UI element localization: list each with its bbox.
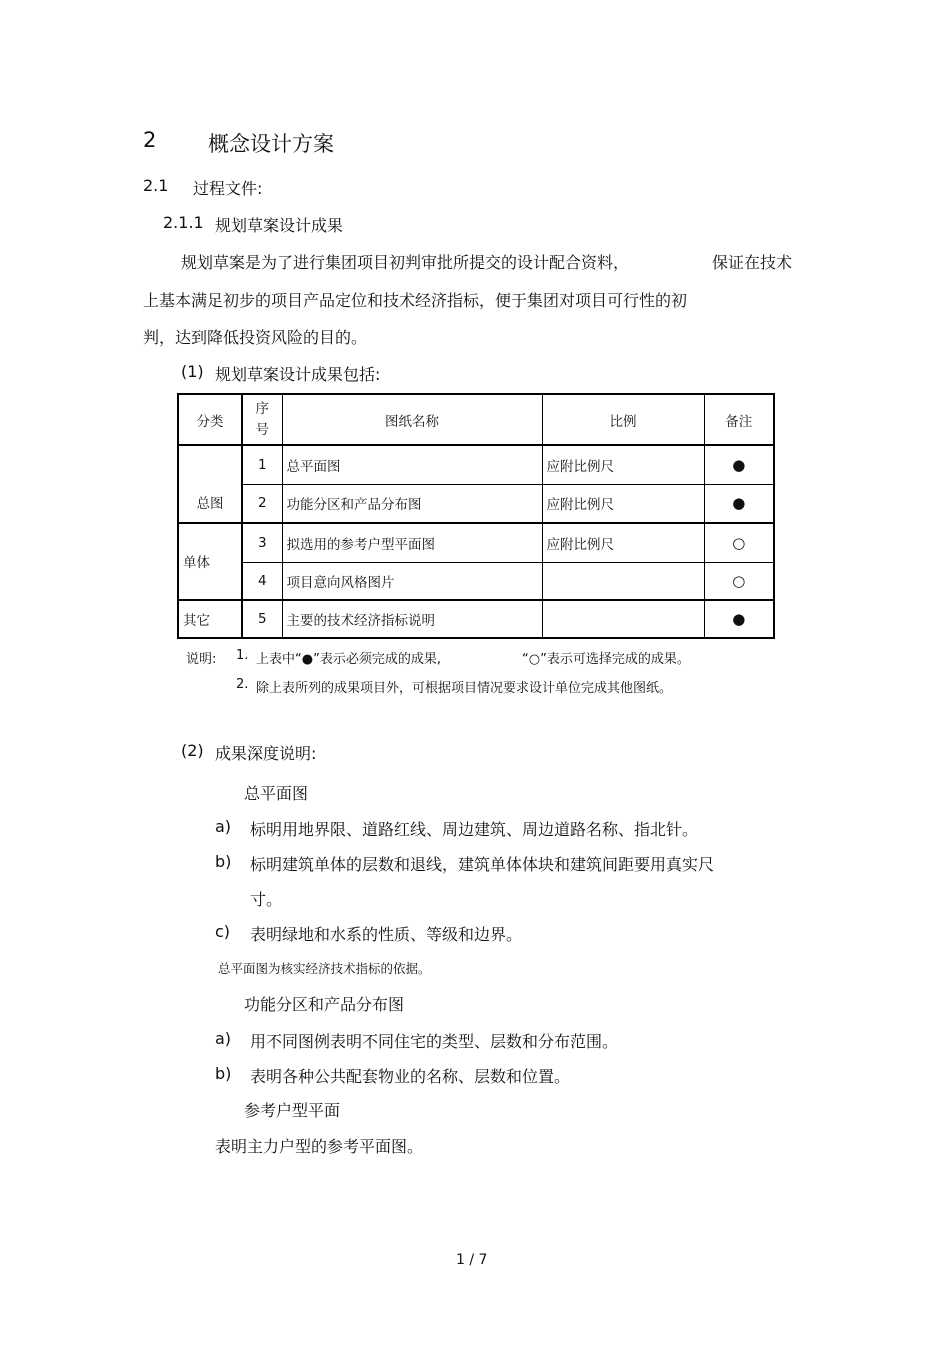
note-2: 除上表所列的成果项目外，可根据项目情况要求设计单位完成其他图纸。 bbox=[256, 681, 673, 696]
item-label: c) bbox=[215, 922, 231, 941]
header-note: 备注 bbox=[704, 394, 774, 445]
row-scale: 应附比例尺 bbox=[542, 445, 704, 484]
note-2-number: 2. bbox=[236, 677, 249, 692]
item-text: 标明建筑单体的层数和退线，建筑单体体块和建筑间距要用真实尺 bbox=[250, 855, 715, 874]
list2-number: (2) bbox=[181, 741, 204, 760]
site-plan-title: 总平面图 bbox=[244, 784, 309, 803]
item-label: b) bbox=[215, 1064, 232, 1083]
subsubsection-number: 2.1.1 bbox=[163, 213, 204, 232]
table-row bbox=[178, 523, 774, 563]
zoning-title: 功能分区和产品分布图 bbox=[244, 995, 405, 1014]
table-row bbox=[178, 484, 774, 522]
note-1-number: 1. bbox=[236, 648, 249, 663]
list1-heading: 规划草案设计成果包括: bbox=[215, 365, 381, 384]
table-row bbox=[178, 563, 774, 600]
row-name: 拟选用的参考户型平面图 bbox=[282, 523, 542, 563]
notes-label: 说明: bbox=[186, 652, 217, 667]
item-text: 标明用地界限、道路红线、周边建筑、周边道路名称、指北针。 bbox=[250, 820, 699, 839]
header-category: 分类 bbox=[178, 394, 242, 445]
row-name: 功能分区和产品分布图 bbox=[282, 484, 542, 522]
subsubsection-title: 规划草案设计成果 bbox=[215, 216, 344, 235]
group-cell: 单体 bbox=[178, 523, 242, 600]
row-note-mark: ● bbox=[704, 600, 774, 638]
header-name: 图纸名称 bbox=[282, 394, 542, 445]
header-scale: 比例 bbox=[542, 394, 704, 445]
page-number: 1 / 7 bbox=[456, 1252, 488, 1268]
site-plan-footnote: 总平面图为核实经济技术指标的依据。 bbox=[218, 961, 431, 976]
intro-line-1: 规划草案是为了进行集团项目初判审批所提交的设计配合资料， bbox=[181, 253, 630, 272]
note-1a: 上表中“●”表示必须完成的成果, bbox=[256, 652, 441, 667]
row-note-mark: ● bbox=[704, 484, 774, 522]
item-label: b) bbox=[215, 852, 232, 871]
unit-plan-title: 参考户型平面 bbox=[244, 1101, 341, 1120]
row-scale bbox=[542, 563, 704, 600]
unit-plan-text: 表明主力户型的参考平面图。 bbox=[215, 1137, 424, 1156]
row-scale: 应附比例尺 bbox=[542, 523, 704, 563]
row-seq: 3 bbox=[242, 523, 282, 563]
item-text: 表明绿地和水系的性质、等级和边界。 bbox=[250, 925, 523, 944]
row-seq: 5 bbox=[242, 600, 282, 638]
header-seq: 序 号 bbox=[242, 394, 282, 445]
table-header-row bbox=[178, 394, 774, 445]
list1-number: (1) bbox=[181, 362, 204, 381]
row-scale bbox=[542, 600, 704, 638]
row-seq: 2 bbox=[242, 484, 282, 522]
list2-heading: 成果深度说明: bbox=[215, 744, 317, 763]
row-scale: 应附比例尺 bbox=[542, 484, 704, 522]
item-text: 用不同图例表明不同住宅的类型、层数和分布范围。 bbox=[250, 1032, 619, 1051]
row-name: 总平面图 bbox=[282, 445, 542, 484]
table-row bbox=[178, 600, 774, 638]
item-label: a) bbox=[215, 817, 232, 836]
note-1b: “○”表示可选择完成的成果。 bbox=[522, 652, 690, 667]
subsection-number: 2.1 bbox=[143, 176, 169, 195]
section-number: 2 bbox=[143, 128, 157, 152]
group-cell: 总图 bbox=[178, 445, 242, 522]
subsection-title: 过程文件: bbox=[193, 179, 263, 198]
item-label: a) bbox=[215, 1029, 232, 1048]
intro-line-3: 判，达到降低投资风险的目的。 bbox=[143, 328, 368, 347]
item-text: 表明各种公共配套物业的名称、层数和位置。 bbox=[250, 1067, 571, 1086]
row-name: 主要的技术经济指标说明 bbox=[282, 600, 542, 638]
item-text-continued: 寸。 bbox=[250, 890, 283, 909]
row-note-mark: ○ bbox=[704, 563, 774, 600]
row-note-mark: ○ bbox=[704, 523, 774, 563]
intro-line-1b: 保证在技术 bbox=[712, 253, 793, 272]
group-cell: 其它 bbox=[178, 600, 242, 638]
table-row bbox=[178, 445, 774, 484]
intro-line-2: 上基本满足初步的项目产品定位和技术经济指标，便于集团对项目可行性的初 bbox=[143, 291, 688, 310]
section-title: 概念设计方案 bbox=[208, 132, 334, 156]
row-note-mark: ● bbox=[704, 445, 774, 484]
row-seq: 1 bbox=[242, 445, 282, 484]
row-seq: 4 bbox=[242, 563, 282, 600]
row-name: 项目意向风格图片 bbox=[282, 563, 542, 600]
deliverables-table bbox=[177, 393, 775, 639]
